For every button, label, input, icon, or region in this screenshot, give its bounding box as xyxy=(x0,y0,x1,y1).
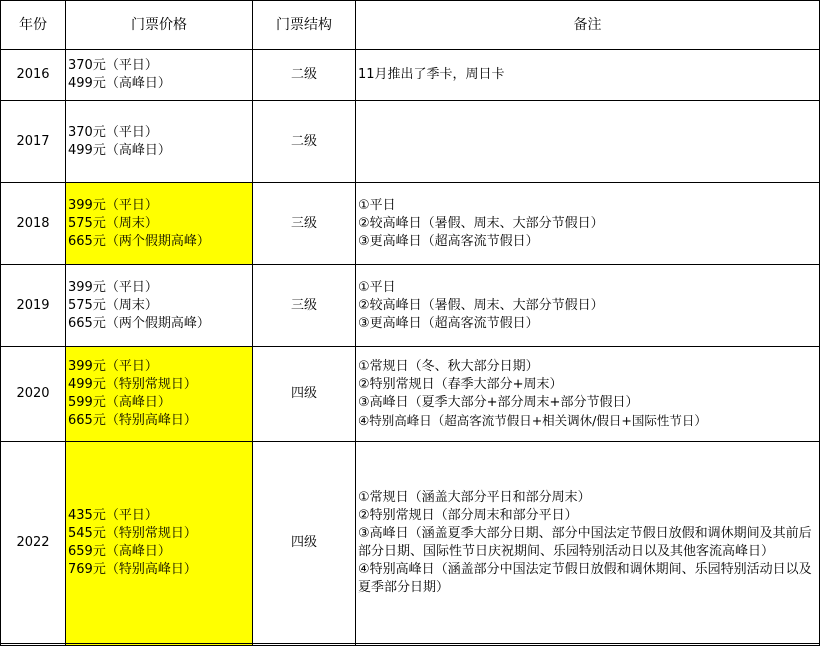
year-cell: 2019 xyxy=(1,265,66,347)
price-cell xyxy=(66,265,253,347)
price-line: 659元（高峰日） xyxy=(68,543,171,559)
note-line: ①常规日（涵盖大部分平日和部分周末） xyxy=(358,489,591,505)
note-line: ④特别高峰日（涵盖部分中国法定节假日放假和调休期间、乐园特别活动日以及夏季部分日期） xyxy=(358,561,812,595)
note-line: ①平日 xyxy=(358,279,396,295)
price-cell xyxy=(66,50,253,101)
price-line: 665元（两个假期高峰） xyxy=(68,315,210,331)
price-line: 399元（平日） xyxy=(68,359,158,374)
price-cell-highlighted xyxy=(66,442,253,644)
note-line: ③更高峰日（超高客流节假日） xyxy=(358,315,539,331)
note-line: ③更高峰日（超高客流节假日） xyxy=(358,233,539,249)
table-row xyxy=(1,442,820,644)
header-price: 门票价格 xyxy=(66,1,253,50)
price-line: 665元（两个假期高峰） xyxy=(68,233,210,249)
year-cell: 2020 xyxy=(1,347,66,442)
price-cell-highlighted xyxy=(66,347,253,442)
price-line: 599元（高峰日） xyxy=(68,395,171,410)
price-line: 370元（平日） xyxy=(68,124,158,140)
note-line: ②较高峰日（暑假、周末、大部分节假日） xyxy=(358,297,604,313)
header-notes: 备注 xyxy=(356,1,820,50)
structure-cell: 四级 xyxy=(253,442,356,644)
year-cell: 2017 xyxy=(1,101,66,183)
table-row xyxy=(1,265,820,347)
header-structure: 门票结构 xyxy=(253,1,356,50)
notes-cell xyxy=(356,265,820,347)
price-line: 499元（高峰日） xyxy=(68,76,171,91)
structure-cell: 二级 xyxy=(253,101,356,183)
year-cell: 2018 xyxy=(1,183,66,265)
price-line: 499元（高峰日） xyxy=(68,142,171,158)
table-row xyxy=(1,183,820,265)
table-row xyxy=(1,50,820,101)
note-line: ②特别常规日（春季大部分+周末） xyxy=(358,377,563,392)
table-row xyxy=(1,101,820,183)
header-year: 年份 xyxy=(1,1,66,50)
price-line: 575元（周末） xyxy=(68,215,158,231)
year-cell: 2016 xyxy=(1,50,66,101)
note-line: ①平日 xyxy=(358,197,396,213)
structure-cell: 三级 xyxy=(253,265,356,347)
price-cell xyxy=(66,101,253,183)
price-cell-highlighted xyxy=(66,183,253,265)
price-line: 399元（平日） xyxy=(68,197,158,213)
note-line: ③高峰日（涵盖夏季大部分日期、部分中国法定节假日放假和调休期间及其前后部分日期、国际性节日庆祝期间、乐园特别活动日以及其他客流高峰日） xyxy=(358,525,812,559)
table-row xyxy=(1,347,820,442)
price-line: 769元（特别高峰日） xyxy=(68,561,197,577)
price-line: 499元（特别常规日） xyxy=(68,377,197,392)
notes-cell xyxy=(356,50,820,101)
note-line: ②较高峰日（暑假、周末、大部分节假日） xyxy=(358,215,604,231)
structure-cell: 三级 xyxy=(253,183,356,265)
price-line: 399元（平日） xyxy=(68,279,158,295)
note-line: ④特别高峰日（超高客流节假日+相关调休/假日+国际性节日） xyxy=(358,413,707,428)
note-line: ①常规日（冬、秋大部分日期） xyxy=(358,359,539,374)
notes-cell xyxy=(356,347,820,442)
note-line: 11月推出了季卡，周日卡 xyxy=(358,67,505,82)
price-line: 435元（平日） xyxy=(68,507,158,523)
note-line: ②特别常规日（部分周末和部分平日） xyxy=(358,507,578,523)
price-line: 545元（特别常规日） xyxy=(68,525,197,541)
note-line: ③高峰日（夏季大部分+部分周末+部分节假日） xyxy=(358,395,639,410)
price-line: 575元（周末） xyxy=(68,297,158,313)
header-row xyxy=(1,1,820,50)
notes-cell xyxy=(356,442,820,644)
price-line: 370元（平日） xyxy=(68,58,158,73)
structure-cell: 二级 xyxy=(253,50,356,101)
year-cell: 2022 xyxy=(1,442,66,644)
price-line: 665元（特别高峰日） xyxy=(68,413,197,428)
structure-cell: 四级 xyxy=(253,347,356,442)
notes-cell xyxy=(356,183,820,265)
notes-cell xyxy=(356,101,820,183)
